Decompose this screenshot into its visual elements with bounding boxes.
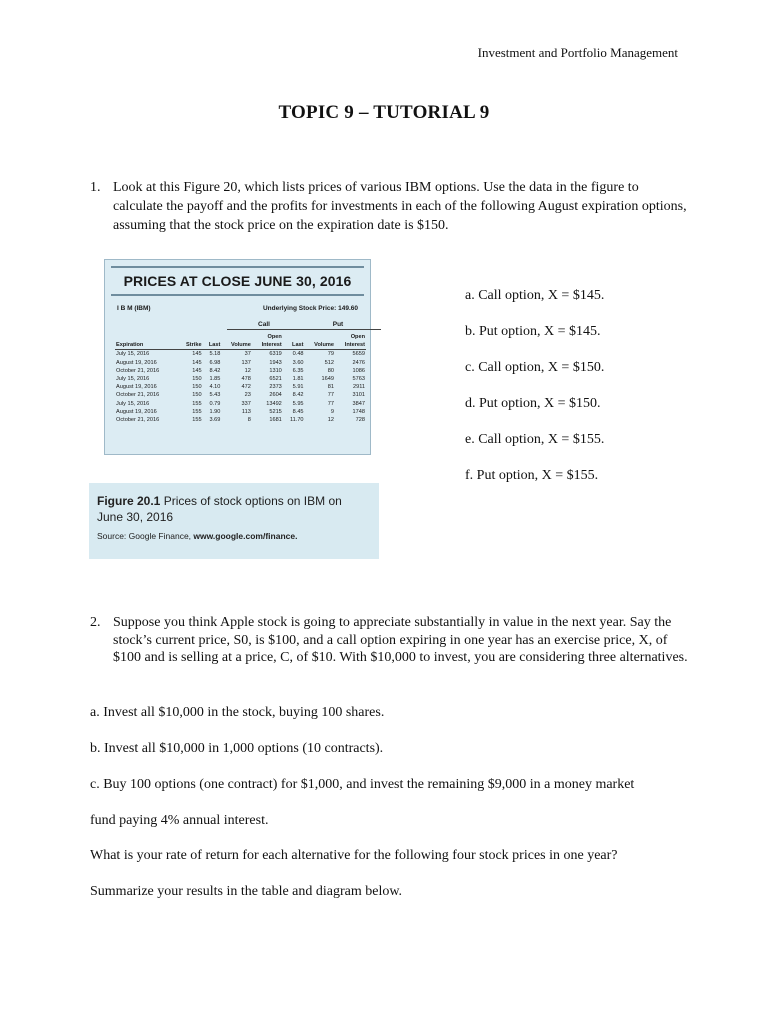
cell-strike: 145 [192, 359, 202, 366]
col-top [203, 333, 222, 341]
table-row [115, 359, 366, 367]
cell-call-open-interest: 1943 [269, 359, 282, 366]
cell-put-last: 5.95 [292, 400, 304, 407]
cell-call-last: 1.85 [209, 376, 221, 383]
cell-expiration: October 21, 2016 [116, 392, 160, 399]
options-price-table [115, 333, 366, 424]
table-row [115, 375, 366, 383]
table-row [115, 400, 366, 408]
cell-call-last: 3.69 [209, 417, 221, 424]
cell-put-last: 8.45 [292, 408, 304, 415]
figure-source-prefix: Source: Google Finance, [97, 531, 194, 541]
cell-put-volume: 81 [327, 384, 334, 391]
cell-expiration: August 19, 2016 [116, 359, 157, 366]
cell-strike: 145 [192, 351, 202, 358]
question-1 [90, 178, 690, 235]
put-group-label: Put [295, 321, 381, 330]
option-item: d. Put option, X = $150. [465, 396, 601, 411]
option-list [465, 286, 604, 502]
table-row [115, 367, 366, 375]
question-number: 2. [90, 615, 101, 630]
cell-call-last: 5.43 [209, 392, 221, 399]
table-row [115, 408, 366, 416]
col-header-expiration: Expiration [115, 341, 178, 350]
cell-call-open-interest: 6319 [269, 351, 282, 358]
col-header-put-open-interest: Interest [335, 341, 366, 350]
cell-put-last: 6.35 [292, 367, 304, 374]
cell-call-volume: 137 [241, 359, 251, 366]
option-item: f. Put option, X = $155. [465, 468, 599, 483]
col-header-call-volume: Volume [221, 341, 251, 350]
cell-call-open-interest: 6521 [269, 376, 282, 383]
cell-strike: 150 [192, 376, 202, 383]
cell-put-open-interest: 1748 [352, 408, 365, 415]
table-row [115, 391, 366, 399]
option-item: c. Call option, X = $150. [465, 360, 605, 375]
alternative-c-line2: fund paying 4% annual interest. [90, 813, 269, 828]
cell-call-open-interest: 13492 [266, 400, 282, 407]
cell-put-open-interest: 3847 [352, 400, 365, 407]
col-top [221, 333, 251, 341]
cell-call-volume: 8 [247, 417, 251, 424]
cell-put-last: 0.48 [292, 351, 304, 358]
cell-call-last: 8.42 [209, 367, 221, 374]
cell-call-last: 4.10 [209, 384, 221, 391]
col-top [178, 333, 202, 341]
cell-call-last: 1.90 [209, 408, 221, 415]
option-item: e. Call option, X = $155. [465, 432, 605, 447]
question-number: 1. [90, 180, 101, 195]
page-title: TOPIC 9 – TUTORIAL 9 [278, 102, 490, 123]
table-row [115, 383, 366, 391]
question-2 [90, 614, 690, 667]
cell-put-volume: 12 [327, 417, 334, 424]
cell-put-open-interest: 2911 [352, 384, 365, 391]
alternative-a: a. Invest all $10,000 in the stock, buying 100 shares. [90, 705, 385, 720]
figure-label: Figure 20.1 [97, 494, 161, 508]
figure-caption-text [97, 493, 371, 525]
col-header-put-volume: Volume [305, 341, 335, 350]
col-header-put-last: Last [283, 341, 305, 350]
cell-call-volume: 113 [241, 408, 251, 415]
cell-call-open-interest: 2373 [269, 384, 282, 391]
figure-company: I B M (IBM) [117, 305, 151, 312]
col-top [115, 333, 178, 341]
figure-source [97, 531, 371, 541]
cell-strike: 155 [192, 417, 202, 424]
figure-heading: PRICES AT CLOSE JUNE 30, 2016 [111, 266, 364, 296]
cell-call-volume: 12 [244, 367, 251, 374]
summary-instruction: Summarize your results in the table and diagram below. [90, 884, 403, 899]
cell-strike: 155 [192, 400, 202, 407]
cell-put-volume: 512 [324, 359, 334, 366]
option-item: b. Put option, X = $145. [465, 324, 601, 339]
table-row [115, 350, 366, 359]
cell-put-open-interest: 2476 [352, 359, 365, 366]
cell-call-volume: 23 [244, 392, 251, 399]
cell-call-volume: 37 [244, 351, 251, 358]
cell-expiration: October 21, 2016 [116, 417, 160, 424]
cell-call-open-interest: 2604 [269, 392, 282, 399]
cell-put-last: 11.70 [289, 417, 304, 424]
alternative-c-line1: c. Buy 100 options (one contract) for $1,000, and invest the remaining $9,000 in a money market [90, 777, 635, 792]
cell-put-last: 1.81 [292, 376, 304, 383]
figure-underlying-price: Underlying Stock Price: 149.60 [262, 305, 358, 312]
header-course: Investment and Portfolio Management [477, 45, 678, 60]
cell-put-last: 3.60 [292, 359, 304, 366]
question-text: Suppose you think Apple stock is going to appreciate substantially in value in the next year. Say the stock’s current price, S0, is $100, and a call option expiring in one year has an exercise price, X, of $100 and is selling at a price, C, of $10. With $10,000 to invest, you are considering three alternatives. [113, 615, 688, 665]
cell-strike: 155 [192, 408, 202, 415]
options-table-body [115, 350, 366, 424]
col-top [283, 333, 305, 341]
cell-put-volume: 77 [327, 400, 334, 407]
cell-call-volume: 472 [241, 384, 251, 391]
cell-put-volume: 9 [330, 408, 334, 415]
cell-call-volume: 337 [241, 400, 251, 407]
question-text: Look at this Figure 20, which lists prices of various IBM options. Use the data in the figure to calculate the payoff and the profits for investments in each of the following August expiration options, assuming that the stock price on the expiration date is $150. [113, 180, 687, 233]
cell-put-open-interest: 5659 [352, 351, 365, 358]
cell-put-volume: 1649 [321, 376, 334, 383]
cell-call-last: 5.18 [209, 351, 221, 358]
figure-description: Prices of stock options on IBM on June 30, 2016 [97, 494, 342, 524]
cell-call-open-interest: 5215 [269, 408, 282, 415]
rate-of-return-question: What is your rate of return for each alternative for the following four stock prices in one year? [90, 848, 618, 863]
cell-expiration: July 15, 2016 [116, 400, 150, 407]
cell-strike: 150 [192, 392, 202, 399]
col-header-strike: Strike [178, 341, 202, 350]
figure-source-url: www.google.com/finance. [193, 531, 298, 541]
cell-put-open-interest: 5763 [352, 376, 365, 383]
col-top [305, 333, 335, 341]
cell-put-open-interest: 3101 [352, 392, 365, 399]
cell-strike: 150 [192, 384, 202, 391]
alternative-b: b. Invest all $10,000 in 1,000 options (10 contracts). [90, 741, 384, 756]
col-top: Open [350, 334, 365, 340]
figure-table-panel [104, 259, 371, 455]
call-group-label: Call [227, 321, 301, 330]
figure-caption [89, 483, 379, 559]
col-header-call-last: Last [203, 341, 222, 350]
cell-expiration: August 19, 2016 [116, 408, 157, 415]
cell-call-last: 6.98 [209, 359, 221, 366]
cell-expiration: July 15, 2016 [116, 351, 150, 358]
cell-put-volume: 80 [327, 367, 334, 374]
col-header-call-open-interest: Interest [252, 341, 283, 350]
cell-expiration: October 21, 2016 [116, 367, 160, 374]
cell-call-volume: 478 [241, 376, 251, 383]
cell-put-volume: 79 [327, 351, 334, 358]
option-item: a. Call option, X = $145. [465, 288, 605, 303]
cell-strike: 145 [192, 367, 202, 374]
cell-put-last: 5.91 [292, 384, 304, 391]
table-row [115, 416, 366, 424]
cell-expiration: July 15, 2016 [116, 376, 150, 383]
cell-call-last: 0.79 [209, 400, 221, 407]
col-top: Open [267, 334, 282, 340]
cell-put-open-interest: 1086 [352, 367, 365, 374]
cell-put-last: 8.42 [292, 392, 304, 399]
cell-put-volume: 77 [327, 392, 334, 399]
cell-expiration: August 19, 2016 [116, 384, 157, 391]
cell-put-open-interest: 728 [355, 417, 365, 424]
cell-call-open-interest: 1681 [269, 417, 282, 424]
cell-call-open-interest: 1310 [269, 367, 282, 374]
